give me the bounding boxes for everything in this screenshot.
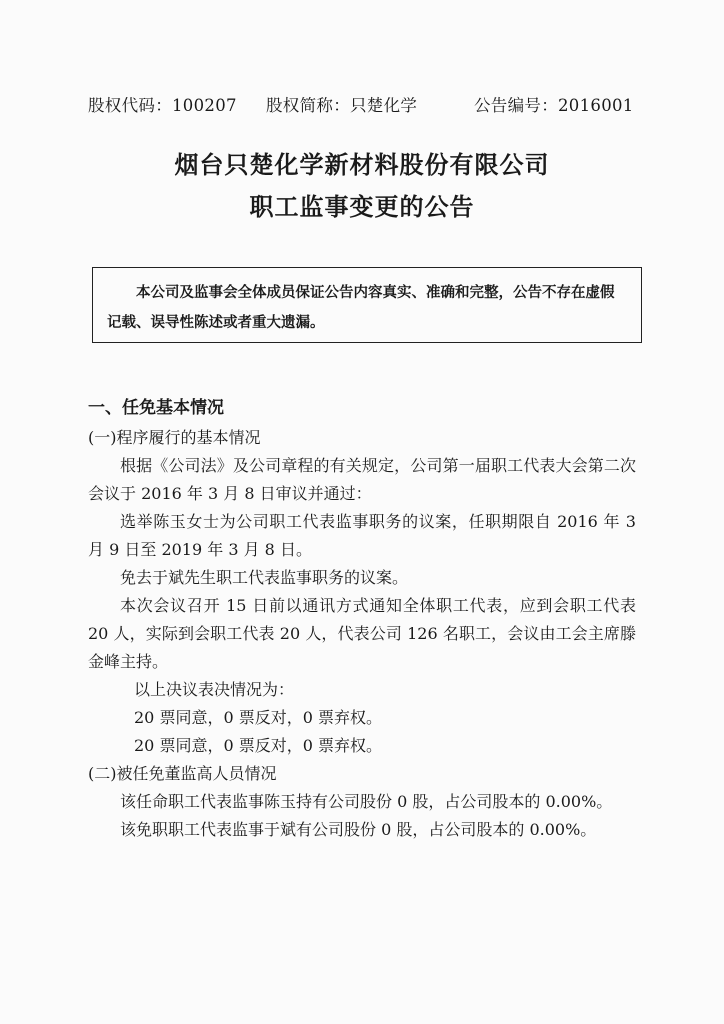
notice-title: 职工监事变更的公告 <box>249 193 475 221</box>
paragraph: 免去于斌先生职工代表监事职务的议案。 <box>120 568 409 587</box>
paragraph: 根据《公司法》及公司章程的有关规定，公司第一届职工代表大会第二次会议于 2016 年 3 月 8 日审议并通过： <box>88 456 636 503</box>
vote-result: 20 票同意，0 票反对，0 票弃权。 <box>134 736 382 755</box>
paragraph: 该任命职工代表监事陈玉持有公司股份 0 股，占公司股本的 0.00%。 <box>120 792 613 811</box>
paragraph: 选举陈玉女士为公司职工代表监事职务的议案，任职期限自 2016 年 3 月 9 日至 2019 年 3 月 8 日。 <box>88 512 636 559</box>
paragraph: 本次会议召开 15 日前以通讯方式通知全体职工代表，应到会职工代表 20 人，实际到会职工代表 20 人，代表公司 126 名职工，会议由工会主席滕金峰主持。 <box>88 596 636 671</box>
vote-result: 20 票同意，0 票反对，0 票弃权。 <box>134 708 382 727</box>
subsection-heading: (二)被任免董监高人员情况 <box>88 764 277 783</box>
stock-abbreviation: 股权简称：只楚化学 <box>266 96 418 115</box>
section-heading: 一、任免基本情况 <box>88 398 224 418</box>
header-line <box>88 92 648 116</box>
stock-code: 股权代码：100207 <box>88 96 237 115</box>
subsection-heading: (一)程序履行的基本情况 <box>88 428 261 447</box>
vote-intro: 以上决议表决情况为： <box>134 680 295 699</box>
section-body <box>88 424 636 844</box>
notice-number: 公告编号：2016001 <box>474 96 634 115</box>
paragraph: 该免职职工代表监事于斌有公司股份 0 股，占公司股本的 0.00%。 <box>120 820 597 839</box>
company-title: 烟台只楚化学新材料股份有限公司 <box>174 151 550 179</box>
disclaimer-box: 本公司及监事会全体成员保证公告内容真实、准确和完整，公告不存在虚假记载、误导性陈述或者重大遗漏。 <box>92 267 642 343</box>
